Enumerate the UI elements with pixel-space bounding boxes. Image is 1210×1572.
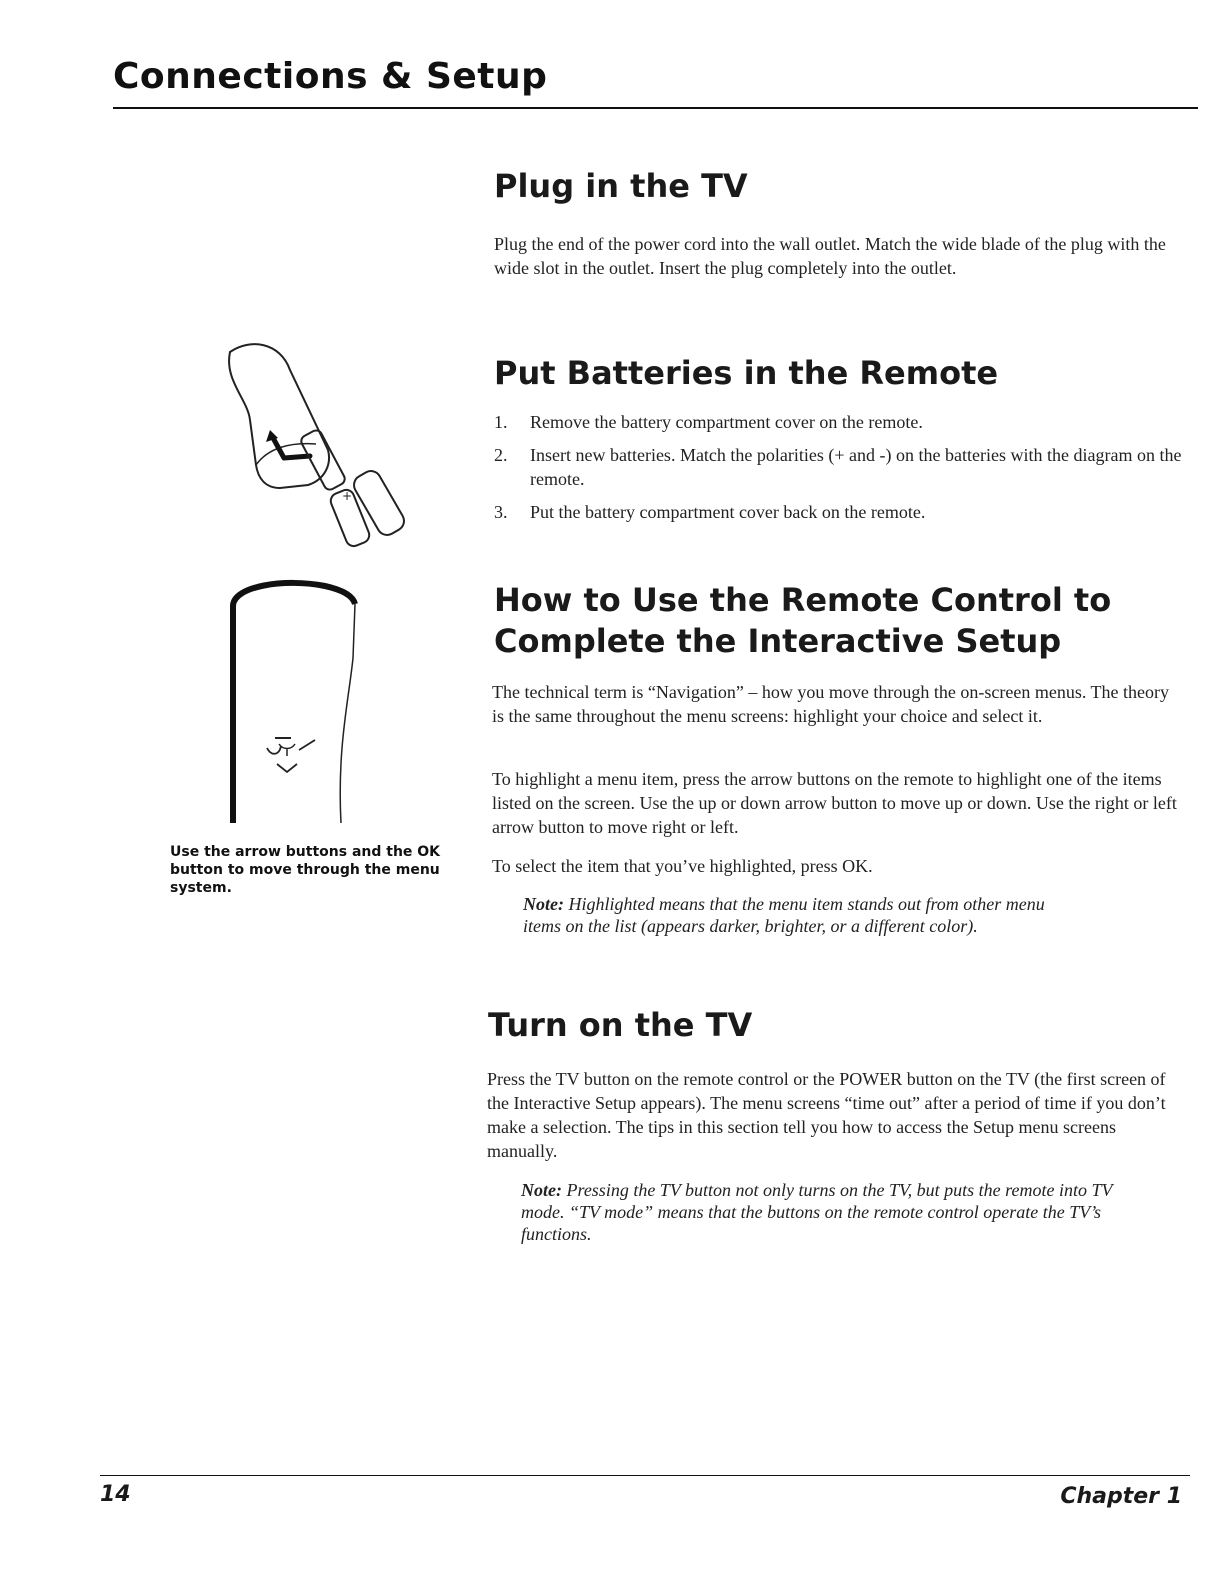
page-header-title: Connections & Setup [113,56,548,97]
battery-insertion-illustration [220,340,420,550]
step-number: 3. [494,502,508,522]
plug-in-tv-body: Plug the end of the power cord into the wall outlet. Match the wide blade of the plug with the wide slot in the outlet. Insert the plug completely into the outlet. [494,234,1166,278]
turn-on-tv-body: Press the TV button on the remote control or the POWER button on the TV (the first screen of the Interactive Setup appears). The menu screens “time out” after a period of time if you don’t make a selection. The tips in this section tell you how to access the Setup menu screens manually. [487,1069,1166,1161]
heading-navigation-line1: How to Use the Remote Control to [494,581,1112,619]
step-text: Insert new batteries. Match the polarities (+ and -) on the batteries with the diagram on the remote. [530,445,1182,489]
note-text: Pressing the TV button not only turns on the TV, but puts the remote into TV mode. “TV mode” means that the buttons on the remote control operate the TV’s functions. [521,1180,1113,1244]
battery-steps-list [494,410,1194,533]
turn-on-tv-note [521,1179,1141,1245]
step-text: Remove the battery compartment cover on the remote. [530,412,923,432]
heading-plug-in-tv: Plug in the TV [494,167,748,205]
remote-arrow-buttons-illustration [225,578,365,828]
navigation-paragraph-2: To highlight a menu item, press the arrow buttons on the remote to highlight one of the items listed on the screen. Use the up or down arrow button to move up or down. Use the right or left arrow button to move right or left. [492,769,1177,837]
navigation-paragraph-1: The technical term is “Navigation” – how you move through the on-screen menus. The theory is the same throughout the menu screens: highlight your choice and select it. [492,682,1169,726]
step-number: 2. [494,445,508,465]
heading-put-batteries: Put Batteries in the Remote [494,354,999,392]
step-text: Put the battery compartment cover back on the remote. [530,502,926,522]
step-number: 1. [494,412,508,432]
navigation-paragraph-3: To select the item that you’ve highlighted, press OK. [492,856,873,876]
navigation-note [523,893,1063,937]
remote-illustration-caption: Use the arrow buttons and the OK button to move through the menu system. [170,844,441,896]
chapter-label: Chapter 1 [1060,1484,1182,1509]
note-label: Note: [521,1180,562,1200]
heading-turn-on-tv: Turn on the TV [488,1006,753,1044]
svg-text:+: + [342,489,353,503]
list-item [494,443,1194,491]
list-item [494,500,1194,524]
note-label: Note: [523,894,564,914]
footer-rule [100,1475,1190,1476]
note-text: Highlighted means that the menu item stands out from other menu items on the list (appears darker, brighter, or a different color). [523,894,1045,936]
heading-navigation-line2: Complete the Interactive Setup [494,622,1062,660]
page-number: 14 [100,1482,131,1507]
header-rule [113,107,1198,109]
list-item [494,410,1194,434]
